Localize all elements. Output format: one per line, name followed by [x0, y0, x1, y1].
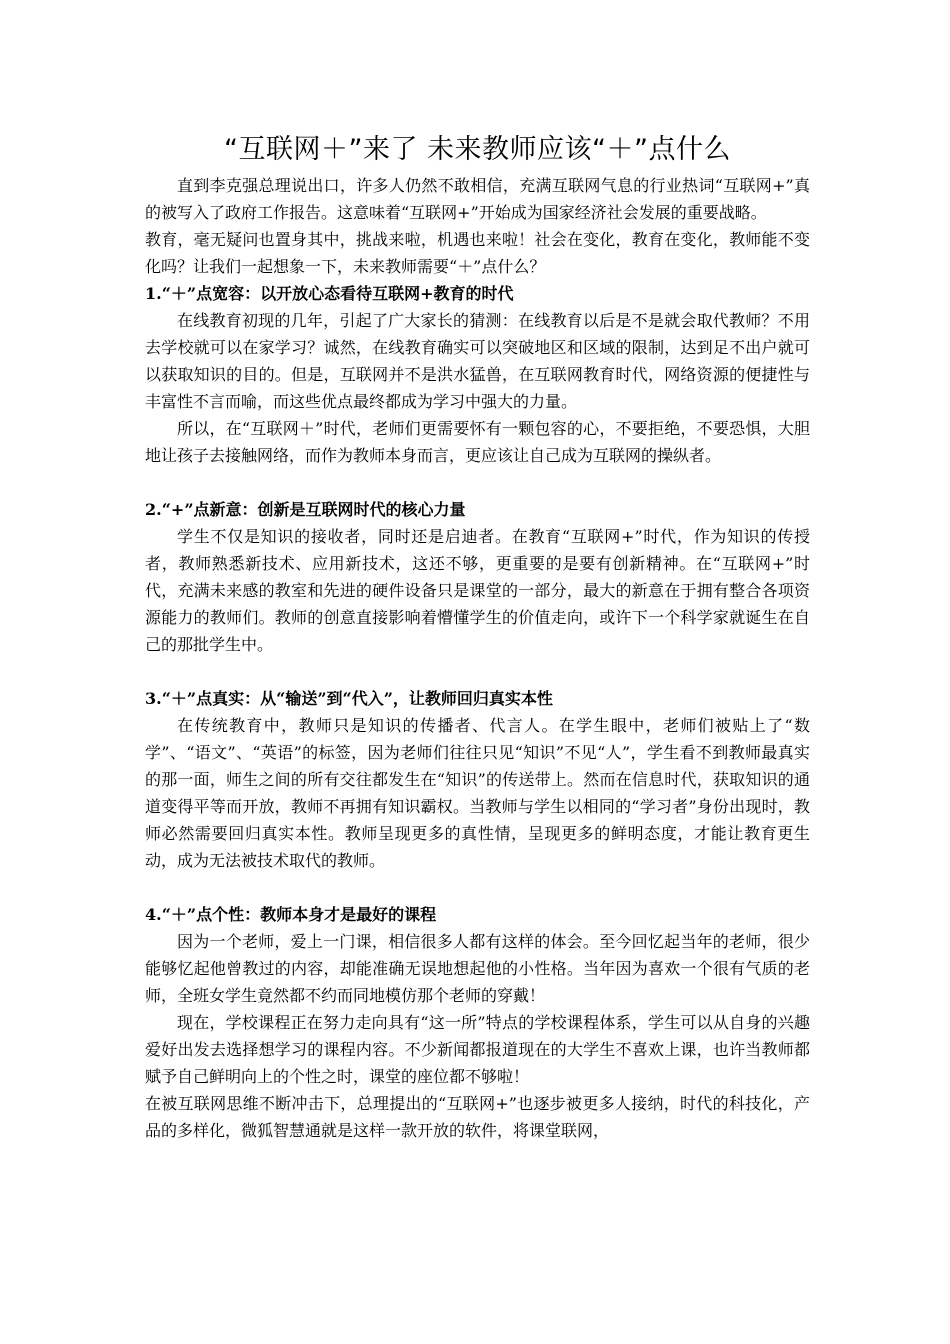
section-spacer: [145, 874, 810, 901]
intro-paragraph: 直到李克强总理说出口，许多人仍然不敢相信，充满互联网气息的行业热词“互联网+”真的被写入了政府工作报告。这意味着“互联网+”开始成为国家经济社会发展的重要战略。: [145, 176, 810, 222]
section-heading: 1.“＋”点宽容：以开放心态看待互联网+教育的时代: [145, 284, 514, 303]
section-paragraph: 所以，在“互联网＋”时代，老师们更需要怀有一颗包容的心，不要拒绝，不要恐惧，大胆地让孩子去接触网络，而作为教师本身而言，更应该让自己成为互联网的操纵者。: [145, 419, 810, 465]
section-paragraph: 现在，学校课程正在努力走向具有“这一所”特点的学校课程体系，学生可以从自身的兴趣爱好出发去选择想学习的课程内容。不少新闻都报道现在的大学生不喜欢上课，也许当教师都赋予自己鲜明向上的个性之时，课堂的座位都不够啦！: [145, 1013, 810, 1086]
section-paragraph: 在线教育初现的几年，引起了广大家长的猜测：在线教育以后是不是就会取代教师？不用去学校就可以在家学习？诚然，在线教育确实可以突破地区和区域的限制，达到足不出户就可以获取知识的目的。但是，互联网并不是洪水猛兽，在互联网教育时代，网络资源的便捷性与丰富性不言而喻，而这些优点最终都成为学习中强大的力量。: [145, 311, 810, 411]
document-page: [145, 128, 810, 1144]
section-paragraph: 学生不仅是知识的接收者，同时还是启迪者。在教育“互联网+”时代，作为知识的传授者，教师熟悉新技术、应用新技术，这还不够，更重要的是要有创新精神。在“互联网+”时代，充满未来感的教室和先进的硬件设备只是课堂的一部分，最大的新意在于拥有整合各项资源能力的教师们。教师的创意直接影响着懵懂学生的价值走向，或许下一个科学家就诞生在自己的那批学生中。: [145, 527, 810, 654]
section-heading: 2.“+”点新意：创新是互联网时代的核心力量: [145, 500, 466, 519]
section-heading: 3.“＋”点真实：从“输送”到“代入”，让教师回归真实本性: [145, 689, 553, 708]
closing-paragraph: 在被互联网思维不断冲击下，总理提出的“互联网+”也逐步被更多人接纳，时代的科技化，产品的多样化，微狐智慧通就是这样一款开放的软件，将课堂联网，: [145, 1094, 810, 1140]
intro-paragraph: 教育，毫无疑问也置身其中，挑战来啦，机遇也来啦！社会在变化，教育在变化，教师能不变化吗？让我们一起想象一下，未来教师需要“＋”点什么？: [145, 230, 810, 276]
section-paragraph: 在传统教育中，教师只是知识的传播者、代言人。在学生眼中，老师们被贴上了“数学”、“语文”、“英语”的标签，因为老师们往往只见“知识”不见“人”，学生看不到教师最真实的那一面，师生之间的所有交往都发生在“知识”的传送带上。然而在信息时代，获取知识的通道变得平等而开放，教师不再拥有知识霸权。当教师与学生以相同的“学习者”身份出现时，教师必然需要回归真实本性。教师呈现更多的真性情，呈现更多的鲜明态度，才能让教育更生动，成为无法被技术取代的教师。: [145, 716, 810, 870]
section-spacer: [145, 469, 810, 496]
section-spacer: [145, 658, 810, 685]
article-title: “互联网＋”来了 未来教师应该“＋”点什么: [223, 134, 732, 165]
section-heading: 4.“＋”点个性：教师本身才是最好的课程: [145, 905, 437, 924]
section-paragraph: 因为一个老师，爱上一门课，相信很多人都有这样的体会。至今回忆起当年的老师，很少能够忆起他曾教过的内容，却能准确无误地想起他的小性格。当年因为喜欢一个很有气质的老师，全班女学生竟然都不约而同地模仿那个老师的穿戴！: [145, 932, 810, 1005]
